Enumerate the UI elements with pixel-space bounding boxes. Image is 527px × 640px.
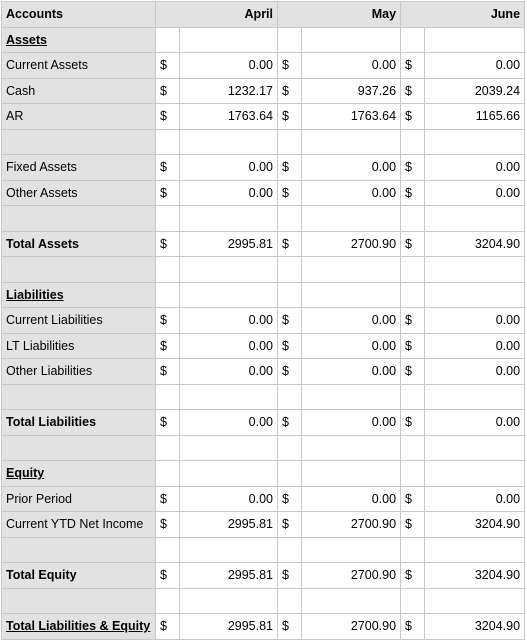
empty-cell[interactable] [180,129,278,155]
total-label[interactable]: Total Assets [2,231,156,257]
amount-june[interactable]: 0.00 [425,410,525,436]
empty-cell[interactable] [425,129,525,155]
table-row [2,333,525,359]
currency-symbol-april[interactable]: $ [156,563,180,589]
currency-symbol-april[interactable]: $ [156,104,180,130]
table-row [2,308,525,334]
empty-cell[interactable] [180,461,278,487]
currency-symbol-may[interactable]: $ [278,308,302,334]
blank-row [2,257,525,283]
table-row [2,53,525,79]
empty-cell[interactable] [278,257,302,283]
currency-symbol-june[interactable]: $ [401,155,425,181]
currency-symbol-june[interactable]: $ [401,104,425,130]
currency-symbol-june[interactable]: $ [401,308,425,334]
account-label[interactable]: AR [2,104,156,130]
amount-april[interactable]: 1763.64 [180,104,278,130]
currency-symbol-june[interactable]: $ [401,53,425,79]
empty-cell[interactable] [302,206,401,232]
amount-may[interactable]: 0.00 [302,53,401,79]
currency-symbol-june[interactable]: $ [401,333,425,359]
blank-row [2,384,525,410]
empty-cell[interactable] [278,27,302,53]
account-label[interactable]: Fixed Assets [2,155,156,181]
empty-cell[interactable] [302,384,401,410]
amount-april[interactable]: 0.00 [180,53,278,79]
amount-june[interactable]: 3204.90 [425,512,525,538]
empty-cell[interactable] [156,282,180,308]
empty-cell[interactable] [156,435,180,461]
amount-may[interactable]: 937.26 [302,78,401,104]
empty-cell[interactable] [401,257,425,283]
empty-cell[interactable] [425,435,525,461]
currency-symbol-may[interactable]: $ [278,104,302,130]
empty-cell[interactable] [180,282,278,308]
currency-symbol-may[interactable]: $ [278,486,302,512]
amount-may[interactable]: 0.00 [302,333,401,359]
amount-june[interactable]: 0.00 [425,53,525,79]
amount-april[interactable]: 0.00 [180,155,278,181]
empty-cell[interactable] [156,461,180,487]
empty-cell[interactable] [302,537,401,563]
currency-symbol-may[interactable]: $ [278,359,302,385]
amount-june[interactable]: 1165.66 [425,104,525,130]
section-heading[interactable]: Liabilities [2,282,156,308]
amount-june[interactable]: 0.00 [425,308,525,334]
empty-cell[interactable] [401,282,425,308]
currency-symbol-may[interactable]: $ [278,155,302,181]
empty-cell[interactable] [180,206,278,232]
month-header-june[interactable]: June [401,2,525,28]
empty-cell[interactable] [401,588,425,614]
empty-cell[interactable] [278,588,302,614]
amount-april[interactable]: 0.00 [180,180,278,206]
header-row [2,2,525,28]
account-label[interactable]: Other Liabilities [2,359,156,385]
currency-symbol-april[interactable]: $ [156,614,180,640]
empty-cell[interactable] [180,384,278,410]
section-row [2,27,525,53]
empty-cell[interactable] [2,206,156,232]
amount-april[interactable]: 0.00 [180,308,278,334]
empty-cell[interactable] [302,435,401,461]
amount-june[interactable]: 0.00 [425,486,525,512]
currency-symbol-june[interactable]: $ [401,78,425,104]
table-row [2,512,525,538]
currency-symbol-april[interactable]: $ [156,410,180,436]
empty-cell[interactable] [425,384,525,410]
blank-row [2,537,525,563]
empty-cell[interactable] [401,435,425,461]
empty-cell[interactable] [2,537,156,563]
empty-cell[interactable] [425,282,525,308]
section-row [2,282,525,308]
total-row [2,614,525,640]
empty-cell[interactable] [401,384,425,410]
total-row [2,410,525,436]
amount-april[interactable]: 0.00 [180,410,278,436]
account-label[interactable]: Current Liabilities [2,308,156,334]
amount-june[interactable]: 3204.90 [425,563,525,589]
currency-symbol-june[interactable]: $ [401,563,425,589]
empty-cell[interactable] [156,537,180,563]
total-label[interactable]: Total Equity [2,563,156,589]
empty-cell[interactable] [425,257,525,283]
blank-row [2,435,525,461]
currency-symbol-june[interactable]: $ [401,410,425,436]
empty-cell[interactable] [302,588,401,614]
accounts-header[interactable]: Accounts [2,2,156,28]
amount-april[interactable]: 2995.81 [180,512,278,538]
account-label[interactable]: Prior Period [2,486,156,512]
table-row [2,155,525,181]
empty-cell[interactable] [401,206,425,232]
empty-cell[interactable] [156,588,180,614]
empty-cell[interactable] [278,537,302,563]
currency-symbol-june[interactable]: $ [401,359,425,385]
empty-cell[interactable] [2,588,156,614]
currency-symbol-may[interactable]: $ [278,53,302,79]
amount-may[interactable]: 2700.90 [302,231,401,257]
empty-cell[interactable] [156,27,180,53]
empty-cell[interactable] [2,384,156,410]
amount-june[interactable]: 0.00 [425,359,525,385]
empty-cell[interactable] [156,206,180,232]
currency-symbol-april[interactable]: $ [156,486,180,512]
currency-symbol-may[interactable]: $ [278,78,302,104]
currency-symbol-may[interactable]: $ [278,410,302,436]
currency-symbol-june[interactable]: $ [401,614,425,640]
table-row [2,486,525,512]
account-label[interactable]: Current Assets [2,53,156,79]
currency-symbol-april[interactable]: $ [156,78,180,104]
empty-cell[interactable] [302,461,401,487]
amount-april[interactable]: 2995.81 [180,614,278,640]
month-header-may[interactable]: May [278,2,401,28]
currency-symbol-june[interactable]: $ [401,180,425,206]
empty-cell[interactable] [180,588,278,614]
amount-april[interactable]: 2995.81 [180,563,278,589]
empty-cell[interactable] [278,435,302,461]
amount-may[interactable]: 1763.64 [302,104,401,130]
empty-cell[interactable] [425,27,525,53]
section-heading[interactable]: Equity [2,461,156,487]
balance-sheet-table [1,1,525,640]
amount-may[interactable]: 0.00 [302,410,401,436]
currency-symbol-may[interactable]: $ [278,180,302,206]
blank-row [2,206,525,232]
amount-may[interactable]: 0.00 [302,180,401,206]
account-label[interactable]: Cash [2,78,156,104]
account-label[interactable]: LT Liabilities [2,333,156,359]
amount-april[interactable]: 0.00 [180,486,278,512]
empty-cell[interactable] [401,129,425,155]
empty-cell[interactable] [278,461,302,487]
empty-cell[interactable] [180,27,278,53]
blank-row [2,588,525,614]
currency-symbol-may[interactable]: $ [278,614,302,640]
empty-cell[interactable] [401,537,425,563]
amount-june[interactable]: 0.00 [425,333,525,359]
amount-june[interactable]: 3204.90 [425,231,525,257]
empty-cell[interactable] [302,257,401,283]
amount-april[interactable]: 2995.81 [180,231,278,257]
empty-cell[interactable] [180,435,278,461]
amount-may[interactable]: 0.00 [302,486,401,512]
amount-april[interactable]: 0.00 [180,333,278,359]
currency-symbol-april[interactable]: $ [156,53,180,79]
empty-cell[interactable] [425,461,525,487]
section-heading[interactable]: Assets [2,27,156,53]
total-label[interactable]: Total Liabilities & Equity [2,614,156,640]
blank-row [2,129,525,155]
empty-cell[interactable] [278,129,302,155]
empty-cell[interactable] [278,206,302,232]
amount-april[interactable]: 1232.17 [180,78,278,104]
table-row [2,104,525,130]
table-row [2,180,525,206]
currency-symbol-may[interactable]: $ [278,563,302,589]
empty-cell[interactable] [302,282,401,308]
currency-symbol-may[interactable]: $ [278,512,302,538]
empty-cell[interactable] [180,257,278,283]
month-header-april[interactable]: April [156,2,278,28]
currency-symbol-april[interactable]: $ [156,512,180,538]
amount-may[interactable]: 2700.90 [302,614,401,640]
total-row [2,563,525,589]
amount-may[interactable]: 2700.90 [302,563,401,589]
amount-may[interactable]: 0.00 [302,155,401,181]
empty-cell[interactable] [2,129,156,155]
empty-cell[interactable] [425,206,525,232]
total-label[interactable]: Total Liabilities [2,410,156,436]
empty-cell[interactable] [278,282,302,308]
account-label[interactable]: Current YTD Net Income [2,512,156,538]
amount-april[interactable]: 0.00 [180,359,278,385]
currency-symbol-april[interactable]: $ [156,308,180,334]
empty-cell[interactable] [425,588,525,614]
total-row [2,231,525,257]
empty-cell[interactable] [2,257,156,283]
currency-symbol-april[interactable]: $ [156,180,180,206]
currency-symbol-april[interactable]: $ [156,231,180,257]
empty-cell[interactable] [156,129,180,155]
amount-may[interactable]: 2700.90 [302,512,401,538]
empty-cell[interactable] [401,461,425,487]
amount-june[interactable]: 3204.90 [425,614,525,640]
empty-cell[interactable] [156,384,180,410]
currency-symbol-june[interactable]: $ [401,486,425,512]
empty-cell[interactable] [425,537,525,563]
empty-cell[interactable] [278,384,302,410]
amount-may[interactable]: 0.00 [302,359,401,385]
empty-cell[interactable] [302,27,401,53]
amount-june[interactable]: 2039.24 [425,78,525,104]
currency-symbol-april[interactable]: $ [156,333,180,359]
currency-symbol-june[interactable]: $ [401,512,425,538]
empty-cell[interactable] [401,27,425,53]
empty-cell[interactable] [156,257,180,283]
amount-may[interactable]: 0.00 [302,308,401,334]
currency-symbol-april[interactable]: $ [156,155,180,181]
currency-symbol-may[interactable]: $ [278,333,302,359]
currency-symbol-may[interactable]: $ [278,231,302,257]
table-row [2,359,525,385]
currency-symbol-june[interactable]: $ [401,231,425,257]
empty-cell[interactable] [302,129,401,155]
amount-june[interactable]: 0.00 [425,180,525,206]
currency-symbol-april[interactable]: $ [156,359,180,385]
section-row [2,461,525,487]
empty-cell[interactable] [2,435,156,461]
empty-cell[interactable] [180,537,278,563]
account-label[interactable]: Other Assets [2,180,156,206]
amount-june[interactable]: 0.00 [425,155,525,181]
table-row [2,78,525,104]
